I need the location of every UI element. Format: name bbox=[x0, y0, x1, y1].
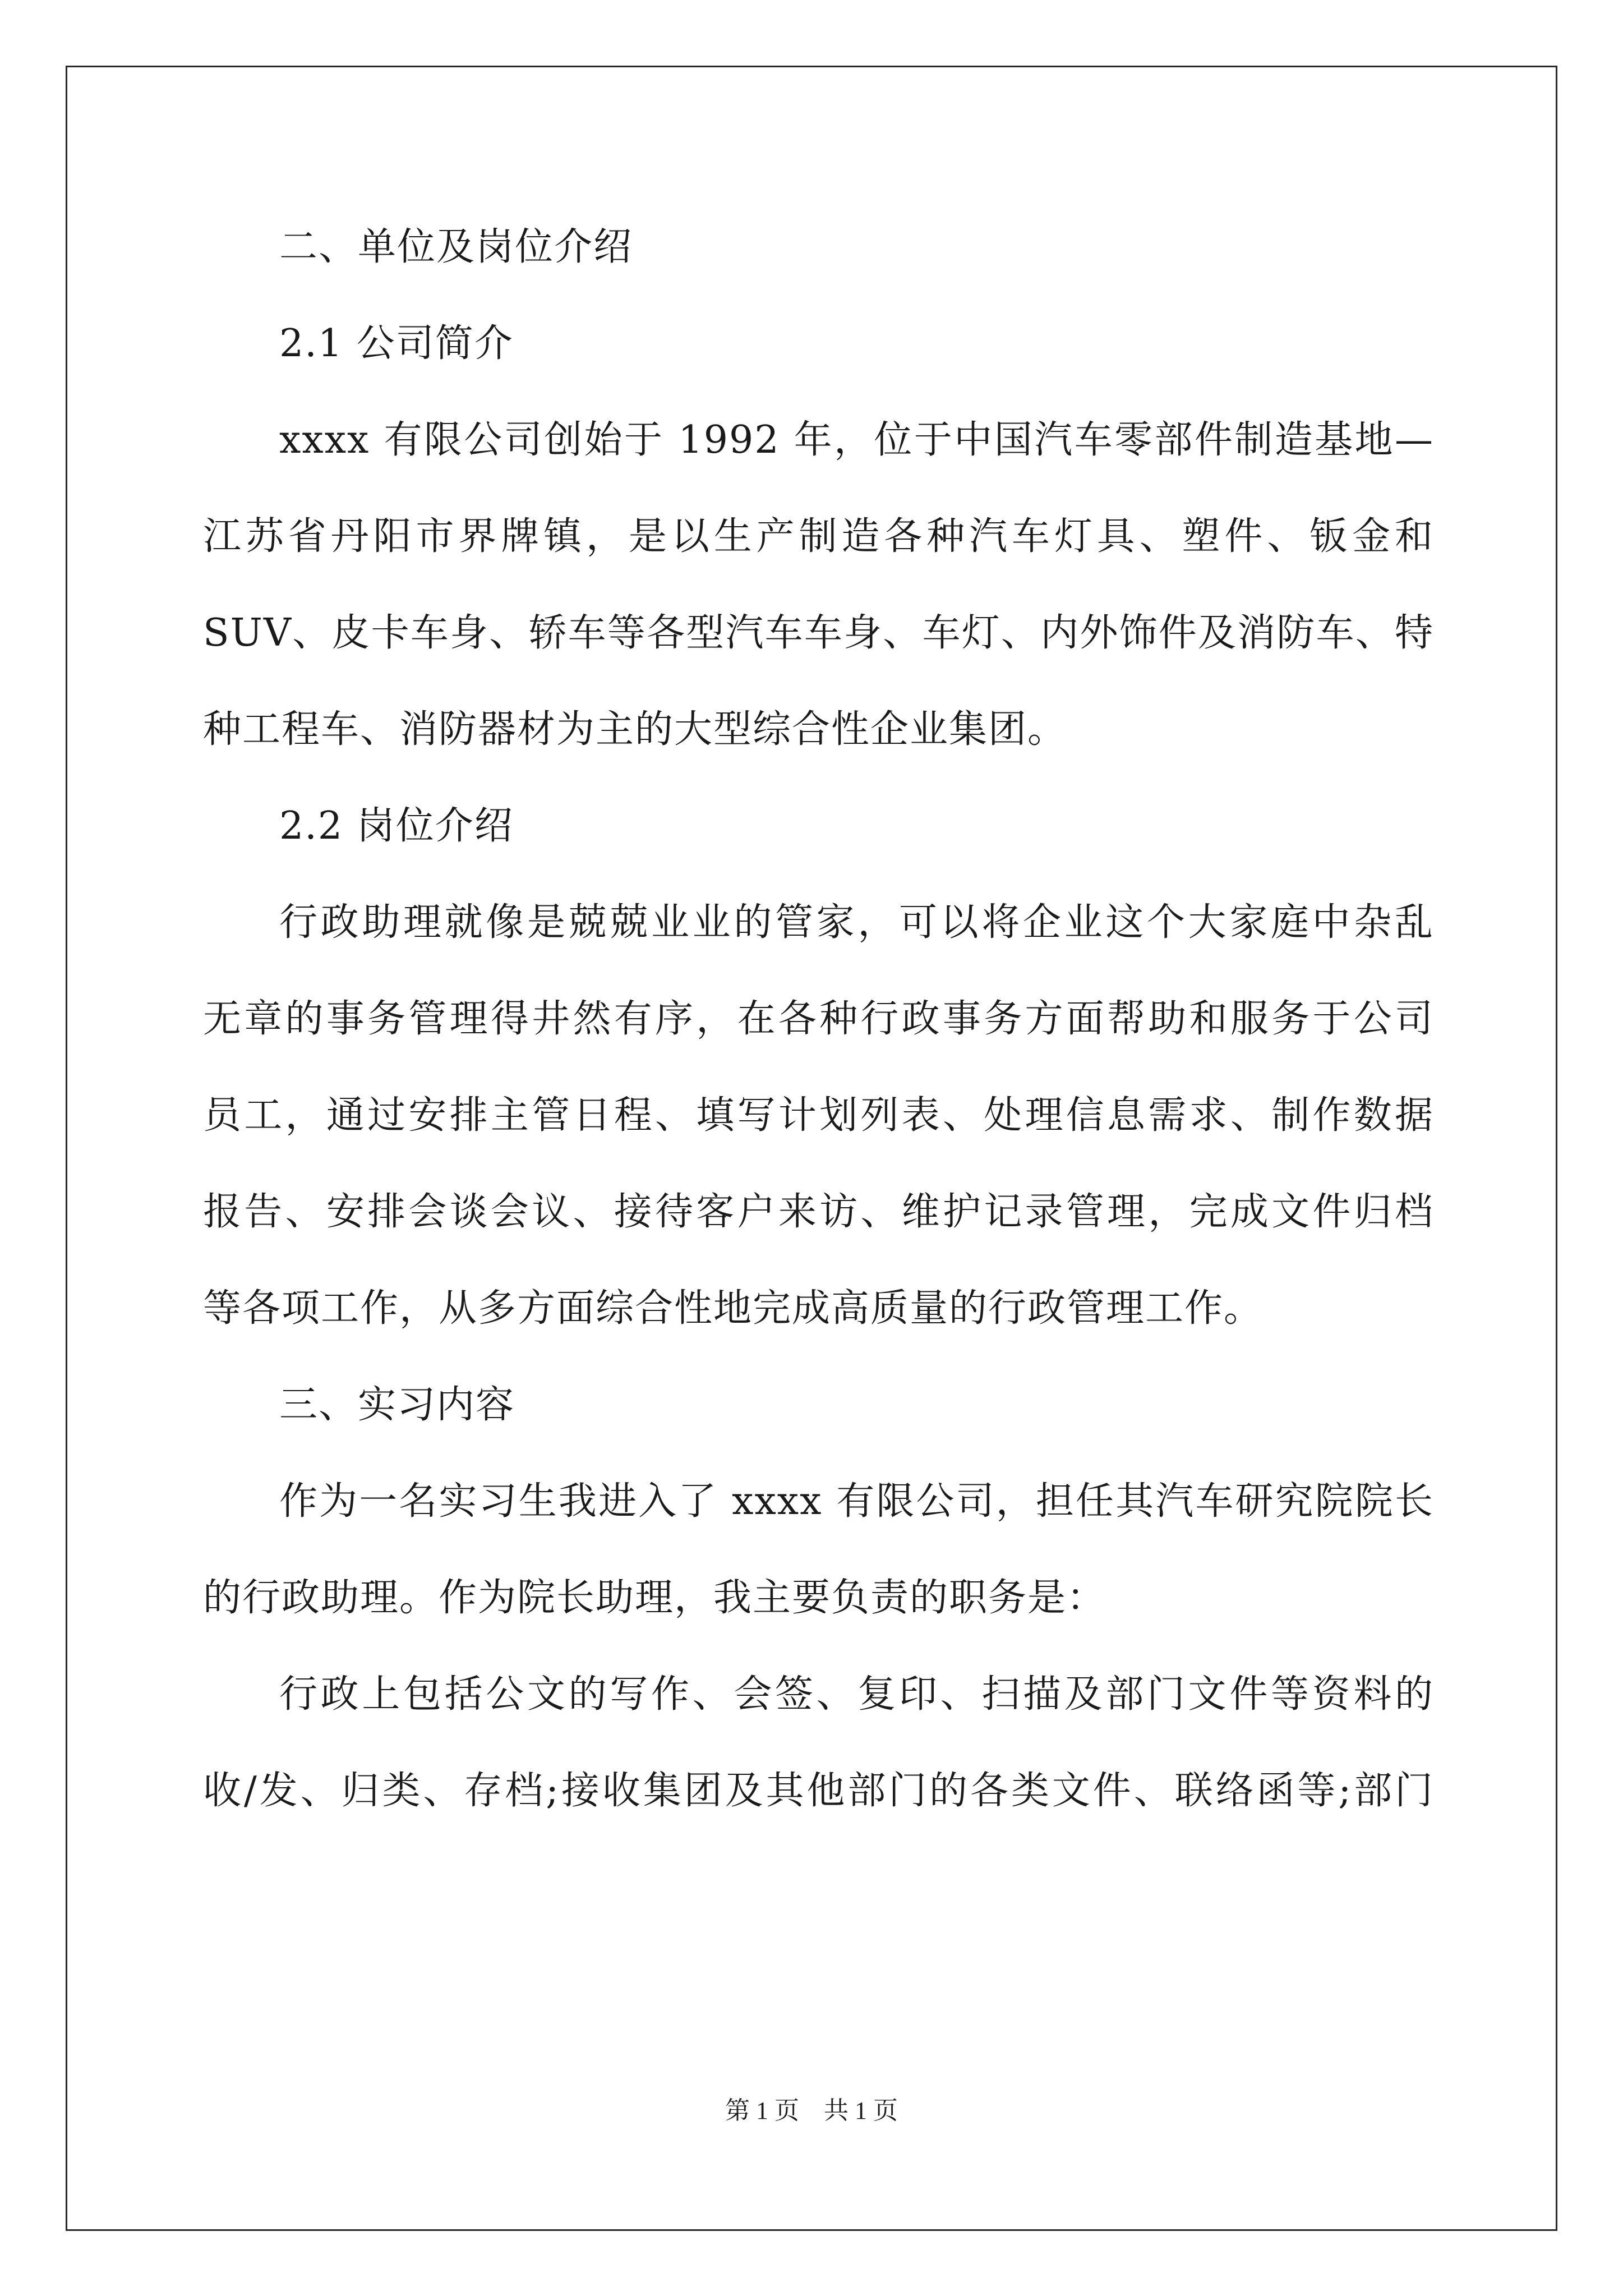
paragraph-line: 作为一名实习生我进入了 xxxx 有限公司，担任其汽车研究院院长 bbox=[279, 1479, 1434, 1524]
paragraph-line: 收/发、归类、存档;接收集团及其他部门的各类文件、联络函等;部门 bbox=[203, 1769, 1434, 1813]
paragraph-line: 江苏省丹阳市界牌镇，是以生产制造各种汽车灯具、塑件、钣金和 bbox=[203, 514, 1434, 559]
paragraph-line: xxxx 有限公司创始于 1992 年，位于中国汽车零部件制造基地— bbox=[279, 418, 1434, 462]
paragraph-line: 行政助理就像是兢兢业业的管家，可以将企业这个大家庭中杂乱 bbox=[279, 900, 1434, 945]
paragraph-line: 无章的事务管理得井然有序，在各种行政事务方面帮助和服务于公司 bbox=[203, 997, 1434, 1041]
section-heading-2: 二、单位及岗位介绍 bbox=[279, 225, 633, 269]
section-heading-3: 三、实习内容 bbox=[279, 1383, 515, 1427]
paragraph-line: 员工，通过安排主管日程、填写计划列表、处理信息需求、制作数据 bbox=[203, 1093, 1434, 1138]
subsection-heading-2-2: 2.2 岗位介绍 bbox=[279, 804, 514, 848]
paragraph-line: 等各项工作，从多方面综合性地完成高质量的行政管理工作。 bbox=[203, 1286, 1264, 1331]
page-border bbox=[66, 66, 1557, 2231]
paragraph-line: 报告、安排会谈会议、接待客户来访、维护记录管理，完成文件归档 bbox=[203, 1190, 1434, 1234]
paragraph-line: 种工程车、消防器材为主的大型综合性企业集团。 bbox=[203, 707, 1067, 752]
page-footer: 第 1 页 共 1 页 bbox=[725, 2097, 898, 2124]
paragraph-line: SUV、皮卡车身、轿车等各型汽车车身、车灯、内外饰件及消防车、特 bbox=[203, 611, 1434, 655]
paragraph-line: 的行政助理。作为院长助理，我主要负责的职务是： bbox=[203, 1576, 1106, 1620]
paragraph-line: 行政上包括公文的写作、会签、复印、扫描及部门文件等资料的 bbox=[279, 1672, 1434, 1717]
subsection-heading-2-1: 2.1 公司简介 bbox=[279, 321, 514, 366]
